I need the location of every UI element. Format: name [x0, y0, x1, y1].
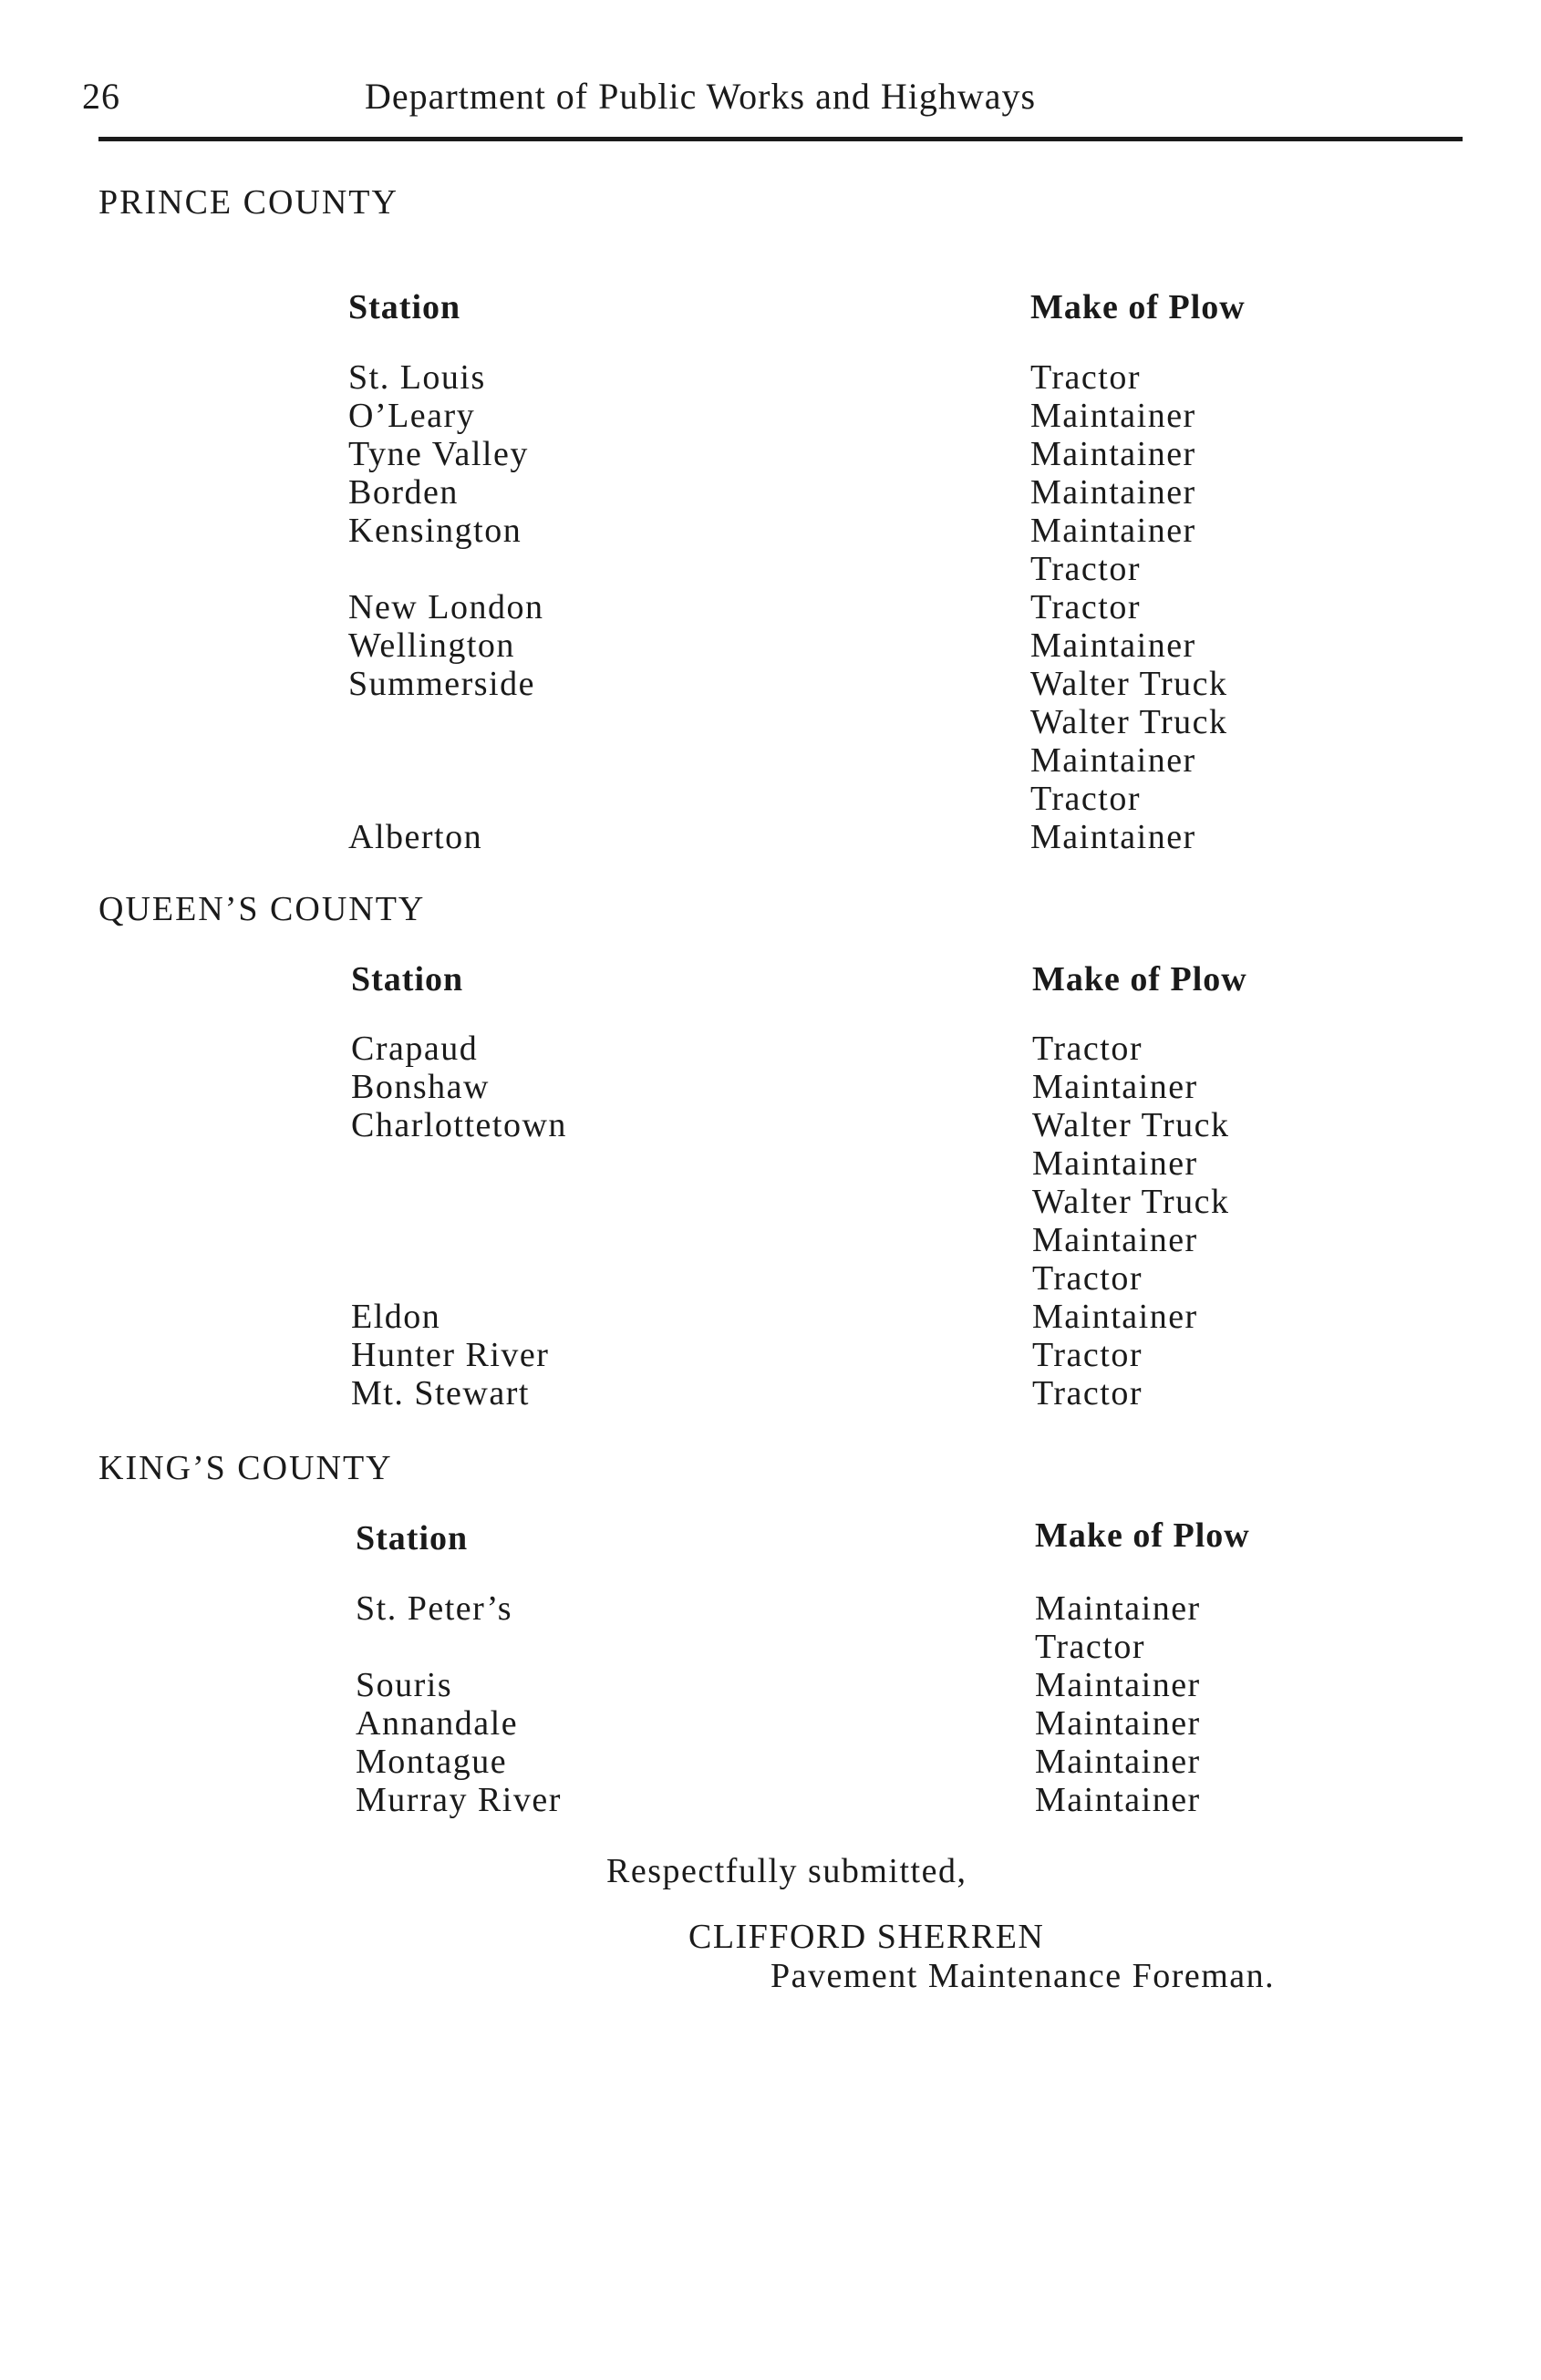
queens-plow: Tractor — [1032, 1374, 1143, 1412]
queens-station: Hunter River — [351, 1336, 550, 1374]
prince-station: St. Louis — [348, 358, 486, 397]
kings-station: Annandale — [356, 1704, 519, 1743]
queens-plow: Maintainer — [1032, 1068, 1198, 1106]
queens-station: Crapaud — [351, 1030, 479, 1068]
prince-plow: Maintainer — [1030, 818, 1196, 856]
queens-station: Mt. Stewart — [351, 1374, 530, 1412]
prince-plow: Maintainer — [1030, 626, 1196, 665]
header-rule — [98, 137, 1463, 141]
prince-station: New London — [348, 588, 544, 626]
prince-station-header: Station — [348, 288, 461, 326]
prince-plow: Maintainer — [1030, 435, 1196, 473]
prince-plow: Maintainer — [1030, 397, 1196, 435]
prince-station: Wellington — [348, 626, 515, 665]
prince-plow: Tractor — [1030, 358, 1141, 397]
queens-station: Bonshaw — [351, 1068, 490, 1106]
kings-county-heading: KING’S COUNTY — [98, 1449, 393, 1487]
prince-station: O’Leary — [348, 397, 476, 435]
page-number: 26 — [82, 76, 120, 117]
prince-station: Kensington — [348, 512, 522, 550]
prince-plow: Tractor — [1030, 588, 1141, 626]
signatory-role: Pavement Maintenance Foreman. — [770, 1957, 1276, 1995]
queens-station: Charlottetown — [351, 1106, 567, 1144]
queens-plow: Maintainer — [1032, 1144, 1198, 1183]
prince-plow: Walter Truck — [1030, 703, 1228, 741]
kings-station: St. Peter’s — [356, 1589, 513, 1628]
prince-plow: Tractor — [1030, 550, 1141, 588]
signatory-name: CLIFFORD SHERREN — [688, 1918, 1045, 1956]
kings-plow: Maintainer — [1035, 1743, 1201, 1781]
prince-plow: Maintainer — [1030, 473, 1196, 512]
closing-line: Respectfully submitted, — [606, 1852, 967, 1890]
prince-plow: Maintainer — [1030, 512, 1196, 550]
prince-station: Summerside — [348, 665, 535, 703]
queens-plow: Maintainer — [1032, 1298, 1198, 1336]
queens-plow: Tractor — [1032, 1030, 1143, 1068]
queens-station: Eldon — [351, 1298, 441, 1336]
prince-plow: Maintainer — [1030, 741, 1196, 780]
queens-plow: Tractor — [1032, 1259, 1143, 1298]
queens-plow: Walter Truck — [1032, 1106, 1230, 1144]
kings-plow-header: Make of Plow — [1035, 1516, 1250, 1555]
queens-plow: Walter Truck — [1032, 1183, 1230, 1221]
kings-station: Montague — [356, 1743, 508, 1781]
kings-plow: Maintainer — [1035, 1781, 1201, 1819]
kings-station-header: Station — [356, 1519, 469, 1557]
prince-station: Alberton — [348, 818, 483, 856]
prince-county-heading: PRINCE COUNTY — [98, 183, 398, 222]
kings-plow: Tractor — [1035, 1628, 1145, 1666]
prince-plow: Tractor — [1030, 780, 1141, 818]
page-header-title: Department of Public Works and Highways — [365, 76, 1037, 117]
kings-plow: Maintainer — [1035, 1666, 1201, 1704]
kings-station: Souris — [356, 1666, 453, 1704]
prince-station: Borden — [348, 473, 459, 512]
queens-plow-header: Make of Plow — [1032, 960, 1247, 999]
queens-plow: Maintainer — [1032, 1221, 1198, 1259]
queens-plow: Tractor — [1032, 1336, 1143, 1374]
queens-county-heading: QUEEN’S COUNTY — [98, 890, 426, 928]
kings-plow: Maintainer — [1035, 1589, 1201, 1628]
kings-plow: Maintainer — [1035, 1704, 1201, 1743]
prince-plow: Walter Truck — [1030, 665, 1228, 703]
queens-station-header: Station — [351, 960, 464, 999]
prince-plow-header: Make of Plow — [1030, 288, 1246, 326]
kings-station: Murray River — [356, 1781, 562, 1819]
prince-station: Tyne Valley — [348, 435, 529, 473]
